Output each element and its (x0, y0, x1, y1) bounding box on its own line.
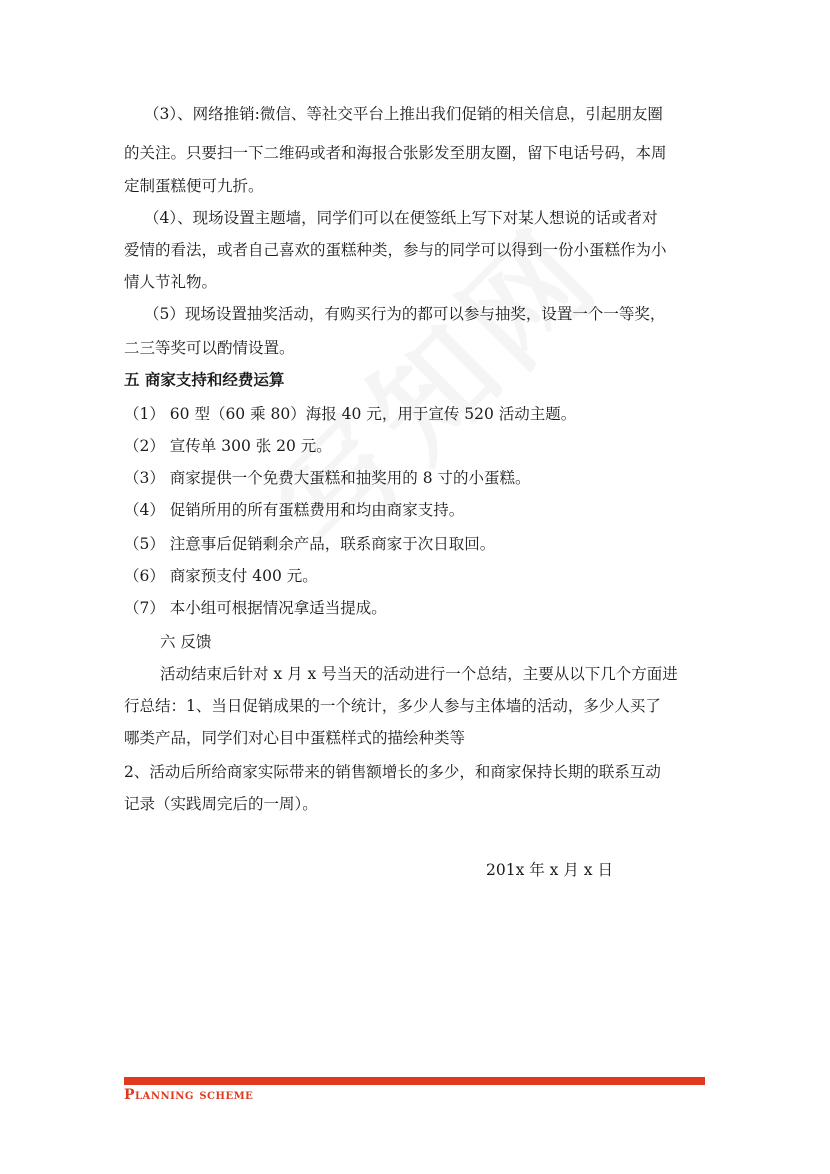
paragraph-5-line-1: （5）现场设置抽奖活动，有购买行为的都可以参与抽奖，设置一个一等奖， (144, 305, 666, 323)
paragraph-4-line-1: （4）、现场设置主题墙，同学们可以在便签纸上写下对某人想说的话或者对 (144, 209, 658, 227)
section-5-item: （6） 商家预支付 400 元。 (124, 567, 318, 585)
watermark (234, 234, 687, 687)
paragraph-3-line-3: 定制蛋糕便可九折。 (124, 177, 264, 195)
signature-date: 201x 年 x 月 x 日 (486, 861, 613, 879)
paragraph-5-line-2: 二三等奖可以酌情设置。 (124, 339, 295, 357)
section-6-line-1: 活动结束后针对 x 月 x 号当天的活动进行一个总结，主要从以下几个方面进 (160, 665, 678, 683)
section-6-line-4: 2、活动后所给商家实际带来的销售额增长的多少，和商家保持长期的联系互动 (124, 763, 661, 781)
paragraph-3-line-2: 的关注。只要扫一下二维码或者和海报合张影发至朋友圈，留下电话号码，本周 (124, 144, 667, 162)
section-6-line-2: 行总结：1、当日促销成果的一个统计，多少人参与主体墙的活动，多少人买了 (124, 697, 661, 715)
footer-accent-bar (124, 1077, 705, 1085)
section-6-line-5: 记录（实践周完后的一周）。 (124, 795, 318, 813)
section-5-item: （2） 宣传单 300 张 20 元。 (124, 437, 332, 455)
section-6-line-3: 哪类产品，同学们对心目中蛋糕样式的描绘种类等 (124, 729, 466, 747)
paragraph-3-line-1: （3）、网络推销:微信、等社交平台上推出我们促销的相关信息，引起朋友圈 (144, 105, 663, 123)
footer-label: Planning scheme (124, 1087, 254, 1103)
section-5-item: （1） 60 型（60 乘 80）海报 40 元，用于宣传 520 活动主题。 (124, 405, 577, 423)
paragraph-4-line-2: 爱情的看法，或者自己喜欢的蛋糕种类，参与的同学可以得到一份小蛋糕作为小 (124, 241, 667, 259)
paragraph-4-line-3: 情人节礼物。 (124, 273, 218, 291)
section-5-item: （3） 商家提供一个免费大蛋糕和抽奖用的 8 寸的小蛋糕。 (124, 469, 531, 487)
section-5-item: （7） 本小组可根据情况拿适当提成。 (124, 599, 387, 617)
section-5-heading: 五 商家支持和经费运算 (124, 371, 285, 389)
section-6-heading: 六 反馈 (160, 633, 212, 651)
section-5-item: （5） 注意事后促销剩余产品，联系商家于次日取回。 (124, 535, 496, 553)
section-5-item: （4） 促销所用的所有蛋糕费用和均由商家支持。 (124, 501, 465, 519)
